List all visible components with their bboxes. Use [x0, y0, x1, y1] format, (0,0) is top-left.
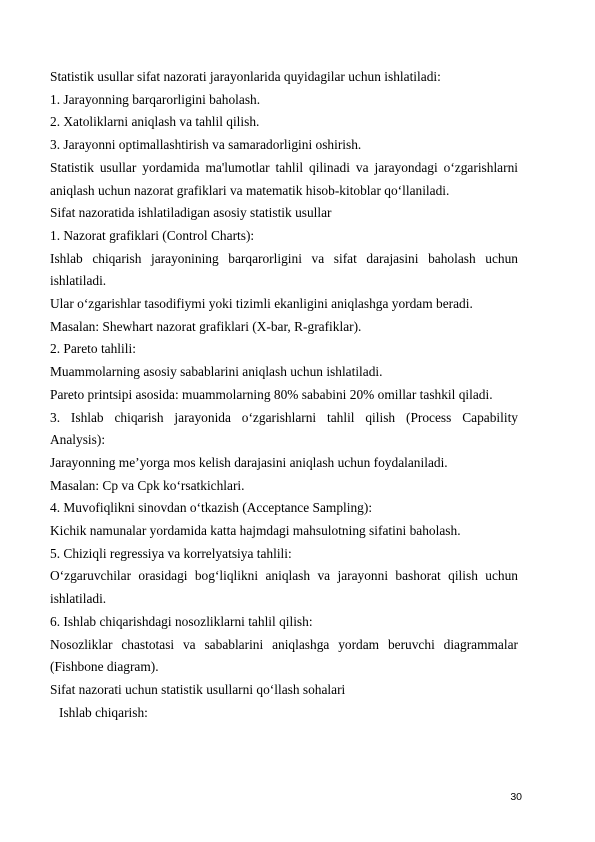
method-3-text: Jarayonning me’yorga mos kelish darajasini aniqlash uchun foydalaniladi.	[50, 454, 448, 470]
method-3-example: Masalan: Cp va Cpk ko‘rsatkichlari.	[50, 477, 245, 493]
method-1-text-line-2: ishlatiladi.	[50, 273, 107, 289]
purpose-item-1: 1. Jarayonning barqarorligini baholash.	[50, 91, 261, 107]
method-2-principle: Pareto printsipi asosida: muammolarning 80% sababini 20% omillar tashkil qiladi.	[50, 386, 493, 402]
method-1-text-line-1: Ishlab chiqarish jarayonining barqarorligini va sifat darajasini baholash uchun	[50, 250, 518, 266]
application-production: Ishlab chiqarish:	[59, 704, 148, 720]
method-6-text-line-1: Nosozliklar chastotasi va sabablarini aniqlashga yordam beruvchi diagrammalar	[50, 636, 518, 652]
method-2-text: Muammolarning asosiy sabablarini aniqlash uchun ishlatiladi.	[50, 364, 383, 380]
statistics-description-line-1: Statistik usullar yordamida ma'lumotlar tahlil qilinadi va jarayondagi o‘zgarishlarni	[50, 159, 518, 175]
section-heading-methods: Sifat nazoratida ishlatiladigan asosiy statistik usullar	[50, 205, 332, 221]
method-3-heading-line-1: 3. Ishlab chiqarish jarayonida o‘zgarishlarni tahlil qilish (Process Capability	[50, 409, 518, 425]
statistics-description-line-2: aniqlash uchun nazorat grafiklari va matematik hisob-kitoblar qo‘llaniladi.	[50, 182, 450, 198]
purpose-item-2: 2. Xatoliklarni aniqlash va tahlil qilish.	[50, 114, 260, 130]
method-6-text-line-2: (Fishbone diagram).	[50, 659, 159, 675]
page-number: 30	[510, 791, 522, 803]
intro-paragraph: Statistik usullar sifat nazorati jarayonlarida quyidagilar uchun ishlatiladi:	[50, 69, 441, 84]
method-5-heading: 5. Chiziqli regressiya va korrelyatsiya tahlili:	[50, 545, 292, 561]
method-2-heading: 2. Pareto tahlili:	[50, 341, 136, 357]
method-4-heading: 4. Muvofiqlikni sinovdan o‘tkazish (Acceptance Sampling):	[50, 500, 373, 516]
method-1-example: Masalan: Shewhart nazorat grafiklari (X-bar, R-grafiklar).	[50, 318, 362, 334]
section-heading-applications: Sifat nazorati uchun statistik usullarni qo‘llash sohalari	[50, 681, 346, 697]
method-1-heading: 1. Nazorat grafiklari (Control Charts):	[50, 227, 255, 243]
method-5-text-line-2: ishlatiladi.	[50, 591, 107, 607]
method-3-heading-line-2: Analysis):	[50, 432, 106, 448]
document-body	[50, 66, 518, 724]
method-1-detail: Ular o‘zgarishlar tasodifiymi yoki tizimli ekanligini aniqlashga yordam beradi.	[50, 296, 473, 312]
purpose-item-3: 3. Jarayonni optimallashtirish va samaradorligini oshirish.	[50, 137, 362, 153]
method-5-text-line-1: O‘zgaruvchilar orasidagi bog‘liqlikni aniqlash va jarayonni bashorat qilish uchun	[50, 568, 518, 584]
method-4-text: Kichik namunalar yordamida katta hajmdagi mahsulotning sifatini baholash.	[50, 523, 461, 539]
method-6-heading: 6. Ishlab chiqarishdagi nosozliklarni tahlil qilish:	[50, 613, 313, 629]
